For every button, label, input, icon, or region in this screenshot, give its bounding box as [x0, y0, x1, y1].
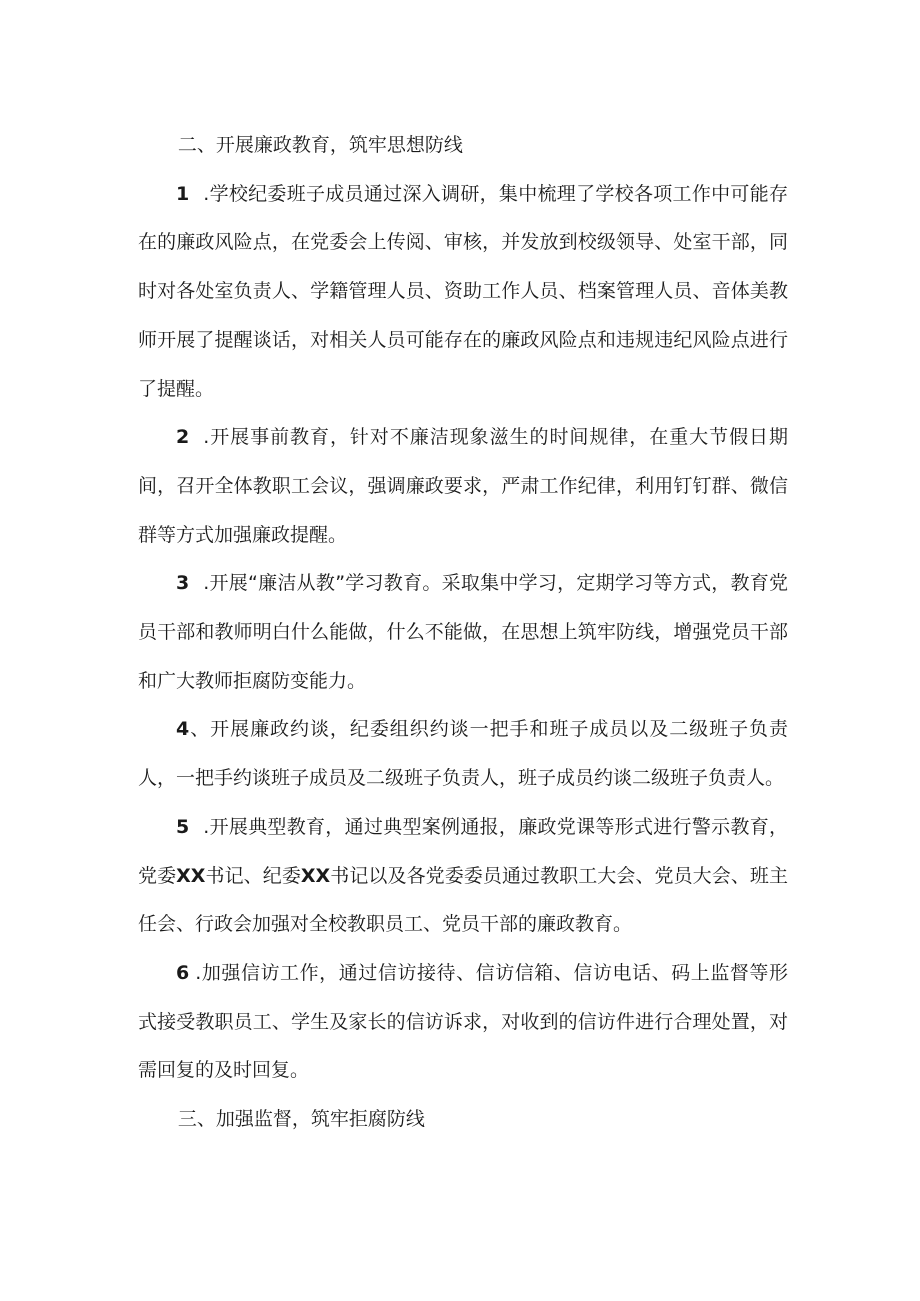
paragraph-item-2 — [138, 413, 788, 559]
item-number: 3 — [176, 572, 190, 595]
item-number: 2 — [176, 426, 190, 449]
section-heading-2: 二、开展廉政教育，筑牢思想防线 — [177, 134, 463, 156]
item-text: 、开展廉政约谈，纪委组织约谈一把手和班子成员以及二级班子负责人，一把手约谈班子成员及二级班子负责人，班子成员约谈二级班子负责人。 — [138, 718, 788, 790]
item-text: 书记以及各党委委员通过教职工大会、党员大会、班主任会、行政会加强对全校教职员工、党员干部的廉政教育。 — [138, 864, 788, 936]
paragraph-item-4 — [138, 705, 788, 802]
item-text: .开展“廉洁从教”学习教育。采取集中学习，定期学习等方式，教育党员干部和教师明白什么能做，什么不能做，在思想上筑牢防线，增强党员干部和广大教师拒腐防变能力。 — [138, 572, 788, 692]
placeholder-xx: XX — [300, 864, 331, 887]
paragraph-item-1 — [138, 170, 788, 414]
item-number: 6 — [176, 961, 190, 984]
paragraph-item-5 — [138, 803, 788, 949]
paragraph-item-3 — [138, 559, 788, 705]
item-text: .开展事前教育，针对不廉洁现象滋生的时间规律，在重大节假日期间，召开全体教职工会议，强调廉政要求，严肃工作纪律，利用钉钉群、微信群等方式加强廉政提醒。 — [138, 426, 788, 546]
paragraph-item-6 — [138, 949, 788, 1095]
item-text: .学校纪委班子成员通过深入调研，集中梳理了学校各项工作中可能存在的廉政风险点，在党委会上传阅、审核，并发放到校级领导、处室干部，同时对各处室负责人、学籍管理人员、资助工作人员、档案管理人员、音体美教师开展了提醒谈话，对相关人员可能存在的廉政风险点和违规违纪风险点进行了提醒。 — [138, 182, 788, 400]
document-body — [138, 121, 788, 1144]
item-number: 4 — [176, 718, 190, 741]
section-heading-3: 三、加强监督，筑牢拒腐防线 — [177, 1108, 425, 1131]
item-number: 5 — [176, 815, 190, 838]
item-text: .开展典型教育，通过典型案例通报，廉政党课等形式进行警示教育，党委 — [138, 815, 788, 887]
item-text: 书记、纪委 — [205, 864, 301, 887]
item-number: 1 — [176, 182, 190, 205]
item-text: .加强信访工作，通过信访接待、信访信箱、信访电话、码上监督等形式接受教职员工、学生及家长的信访诉求，对收到的信访件进行合理处置，对需回复的及时回复。 — [138, 961, 788, 1082]
placeholder-xx: XX — [176, 864, 206, 887]
